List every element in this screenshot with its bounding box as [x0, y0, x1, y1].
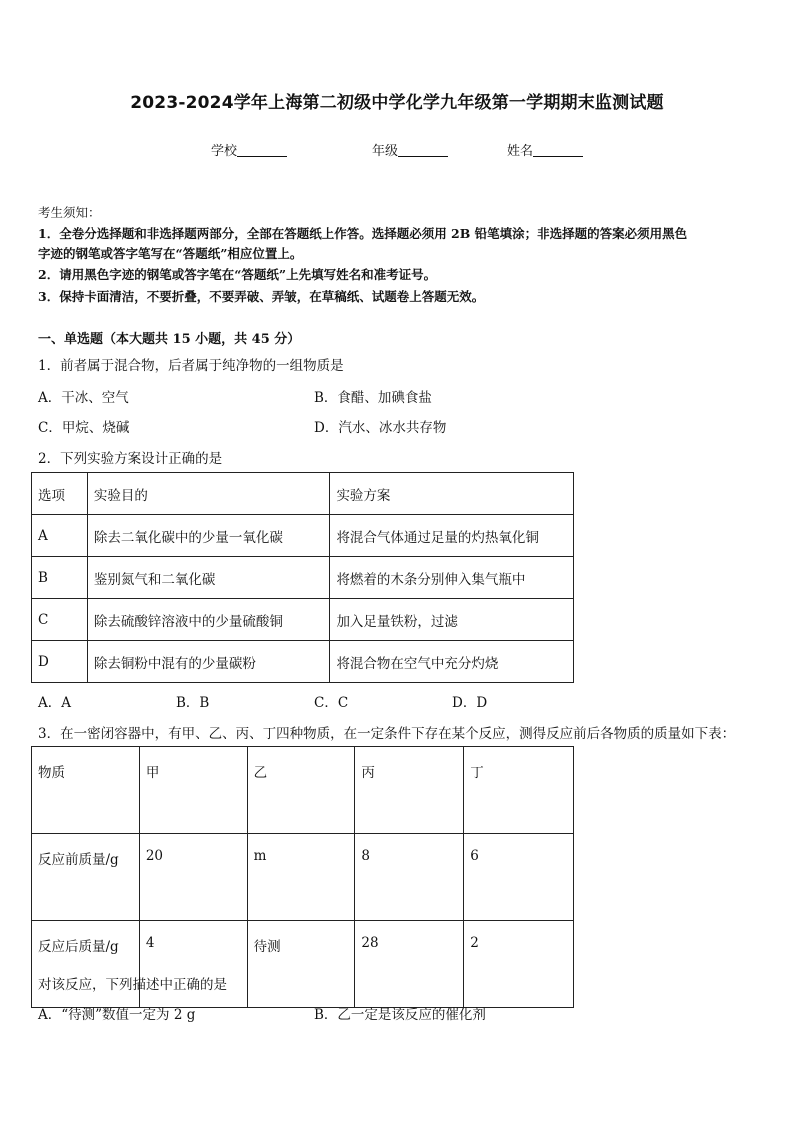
table-cell: 除去铜粉中混有的少量碳粉 [87, 641, 330, 683]
question-2-stem: 2．下列实验方案设计正确的是 [38, 451, 223, 467]
table-header-cell: 实验目的 [87, 473, 330, 515]
page-title: 2023-2024学年上海第二初级中学化学九年级第一学期期末监测试题 [130, 93, 664, 113]
table-cell: 反应后质量/g [32, 921, 140, 1008]
table-cell: 加入足量铁粉，过滤 [330, 599, 574, 641]
table-row [32, 599, 574, 641]
grade-blank[interactable] [398, 143, 448, 157]
table-row [32, 834, 574, 921]
table-cell: 20 [139, 834, 247, 921]
question-3-followup: 对该反应，下列描述中正确的是 [38, 977, 227, 993]
grade-label: 年级 [372, 144, 399, 159]
question-1-option-b[interactable]: B．食醋、加碘食盐 [314, 390, 432, 406]
table-cell: 反应前质量/g [32, 834, 140, 921]
question-2-table [31, 472, 574, 683]
table-cell: 6 [464, 834, 574, 921]
table-cell: 除去二氧化碳中的少量一氧化碳 [87, 515, 330, 557]
table-header-cell: 乙 [247, 747, 355, 834]
table-cell: 待测 [247, 921, 355, 1008]
table-header-cell: 丁 [464, 747, 574, 834]
table-header-cell: 甲 [139, 747, 247, 834]
table-cell: 鉴别氮气和二氧化碳 [87, 557, 330, 599]
table-cell: B [32, 557, 88, 599]
table-row [32, 921, 574, 1008]
table-cell: 4 [139, 921, 247, 1008]
table-header-cell: 实验方案 [330, 473, 574, 515]
notice-line: 1．全卷分选择题和非选择题两部分，全部在答题纸上作答。选择题必须用 2B 铅笔填涂；非选择题的答案必须用黑色 [38, 226, 688, 241]
question-2-option-a[interactable]: A．A [38, 695, 71, 711]
table-header-row [32, 473, 574, 515]
name-blank[interactable] [533, 143, 583, 157]
table-cell: C [32, 599, 88, 641]
section-heading: 一、单选题（本大题共 15 小题，共 45 分） [38, 332, 301, 347]
question-2-option-c[interactable]: C．C [314, 695, 349, 711]
table-cell: 2 [464, 921, 574, 1008]
school-field[interactable] [211, 140, 287, 159]
table-cell: A [32, 515, 88, 557]
school-blank[interactable] [237, 143, 287, 157]
table-row [32, 515, 574, 557]
table-cell: D [32, 641, 88, 683]
name-field[interactable] [507, 140, 583, 159]
table-cell: 除去硫酸锌溶液中的少量硫酸铜 [87, 599, 330, 641]
question-3-table [31, 746, 574, 1008]
question-2-option-d[interactable]: D．D [452, 695, 488, 711]
table-cell: 将混合物在空气中充分灼烧 [330, 641, 574, 683]
question-2-option-b[interactable]: B．B [176, 695, 210, 711]
table-cell: m [247, 834, 355, 921]
name-label: 姓名 [507, 144, 534, 159]
table-header-cell: 物质 [32, 747, 140, 834]
notice-line: 3．保持卡面清洁，不要折叠，不要弄破、弄皱，在草稿纸、试题卷上答题无效。 [38, 289, 485, 304]
question-3-stem: 3．在一密闭容器中，有甲、乙、丙、丁四种物质，在一定条件下存在某个反应，测得反应前后各物质的质量如下表： [38, 726, 736, 742]
table-cell: 将混合气体通过足量的灼热氧化铜 [330, 515, 574, 557]
table-row [32, 557, 574, 599]
table-header-cell: 丙 [355, 747, 464, 834]
question-3-option-a[interactable]: A．“待测”数值一定为 2 g [38, 1007, 196, 1023]
notice-heading: 考生须知： [38, 205, 101, 220]
table-cell: 将燃着的木条分别伸入集气瓶中 [330, 557, 574, 599]
table-cell: 8 [355, 834, 464, 921]
question-1-stem: 1．前者属于混合物，后者属于纯净物的一组物质是 [38, 358, 344, 374]
question-1-option-c[interactable]: C．甲烷、烧碱 [38, 420, 130, 436]
notice-line: 2．请用黑色字迹的钢笔或答字笔在“答题纸”上先填写姓名和准考证号。 [38, 267, 437, 282]
table-header-row [32, 747, 574, 834]
table-cell: 28 [355, 921, 464, 1008]
school-label: 学校 [211, 144, 238, 159]
table-row [32, 641, 574, 683]
notice-line: 字迹的钢笔或答字笔写在“答题纸”相应位置上。 [38, 246, 303, 261]
grade-field[interactable] [372, 140, 448, 159]
table-header-cell: 选项 [32, 473, 88, 515]
question-3-option-b[interactable]: B．乙一定是该反应的催化剂 [314, 1007, 486, 1023]
question-1-option-a[interactable]: A．干冰、空气 [38, 390, 129, 406]
question-1-option-d[interactable]: D．汽水、冰水共存物 [314, 420, 447, 436]
